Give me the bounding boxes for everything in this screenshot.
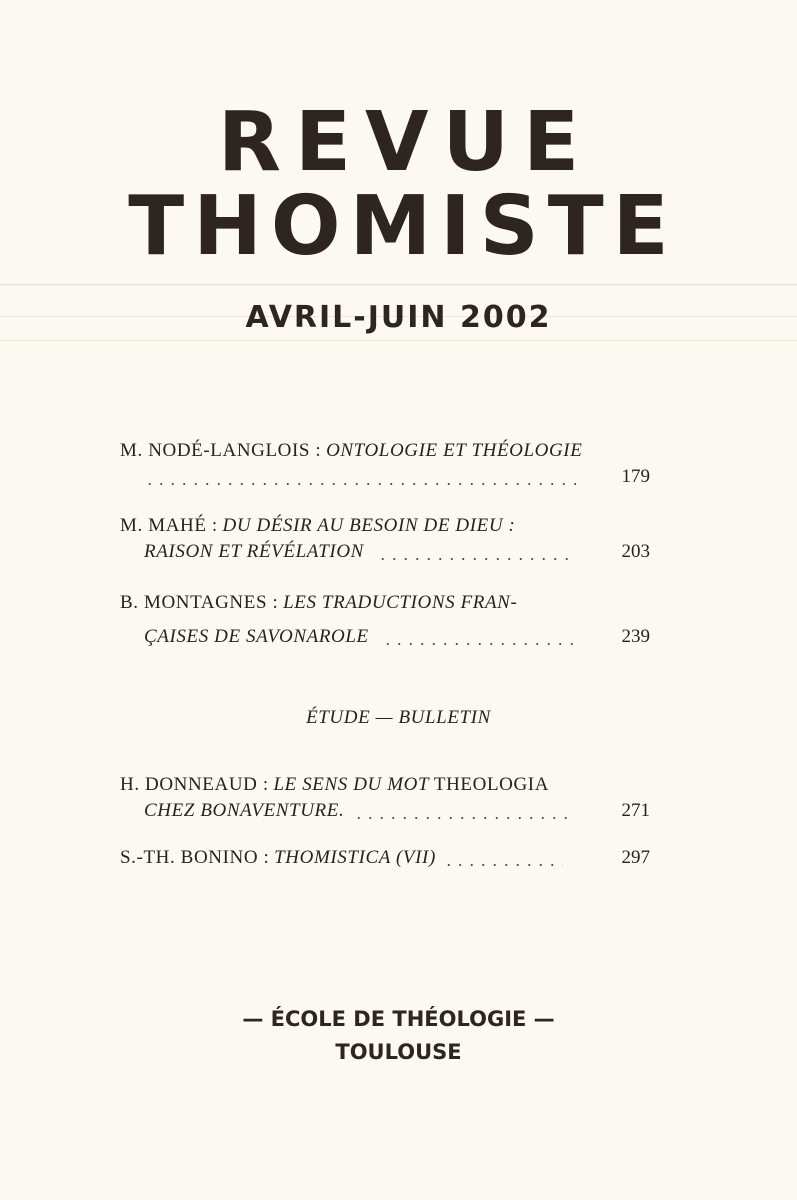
entry-title: ONTOLOGIE ET THÉOLOGIE	[326, 440, 583, 461]
journal-title-line1: REVUE	[217, 95, 594, 190]
toc-entry	[120, 845, 650, 871]
dot-leader	[144, 464, 576, 490]
publisher-name: — ÉCOLE DE THÉOLOGIE —	[242, 1007, 555, 1031]
scan-rule	[0, 340, 797, 341]
entry-title-cont: ÇAISES DE SAVONAROLE	[144, 626, 369, 647]
entry-title-cont: RAISON ET RÉVÉLATION	[144, 541, 364, 562]
section-heading: ÉTUDE — BULLETIN	[306, 707, 491, 728]
entry-author: B. MONTAGNES :	[120, 592, 279, 613]
entry-author: M. MAHÉ :	[120, 515, 218, 536]
publisher-city: TOULOUSE	[335, 1040, 462, 1064]
scan-rule	[0, 284, 797, 285]
toc-entry	[120, 438, 650, 490]
issue-date: AVRIL-JUIN 2002	[245, 300, 552, 335]
entry-author: M. NODÉ-LANGLOIS :	[120, 440, 322, 461]
entry-author: H. DONNEAUD :	[120, 774, 269, 795]
entry-page-number: 239	[621, 626, 650, 647]
dot-leader	[377, 539, 569, 565]
entry-title: DU DÉSIR AU BESOIN DE DIEU :	[222, 515, 516, 536]
dot-leader	[382, 624, 578, 650]
entry-page-number: 271	[621, 800, 650, 821]
entry-title: THOMISTICA (VII)	[274, 847, 436, 868]
toc-entry	[120, 513, 650, 565]
entry-title: LE SENS DU MOT	[273, 774, 430, 795]
toc-entry	[120, 772, 650, 824]
entry-title-cont: CHEZ BONAVENTURE.	[144, 800, 345, 821]
entry-title-term: THEOLOGIA	[433, 774, 550, 795]
dot-leader	[443, 845, 563, 871]
toc-entry	[120, 590, 650, 650]
entry-author: S.-TH. BONINO :	[120, 847, 270, 868]
entry-page-number: 179	[621, 466, 650, 487]
entry-page-number: 203	[621, 541, 650, 562]
entry-page-number: 297	[621, 847, 650, 868]
journal-title-line2: THOMISTE	[128, 179, 678, 274]
entry-title: LES TRADUCTIONS FRAN-	[283, 592, 518, 613]
dot-leader	[353, 798, 575, 824]
